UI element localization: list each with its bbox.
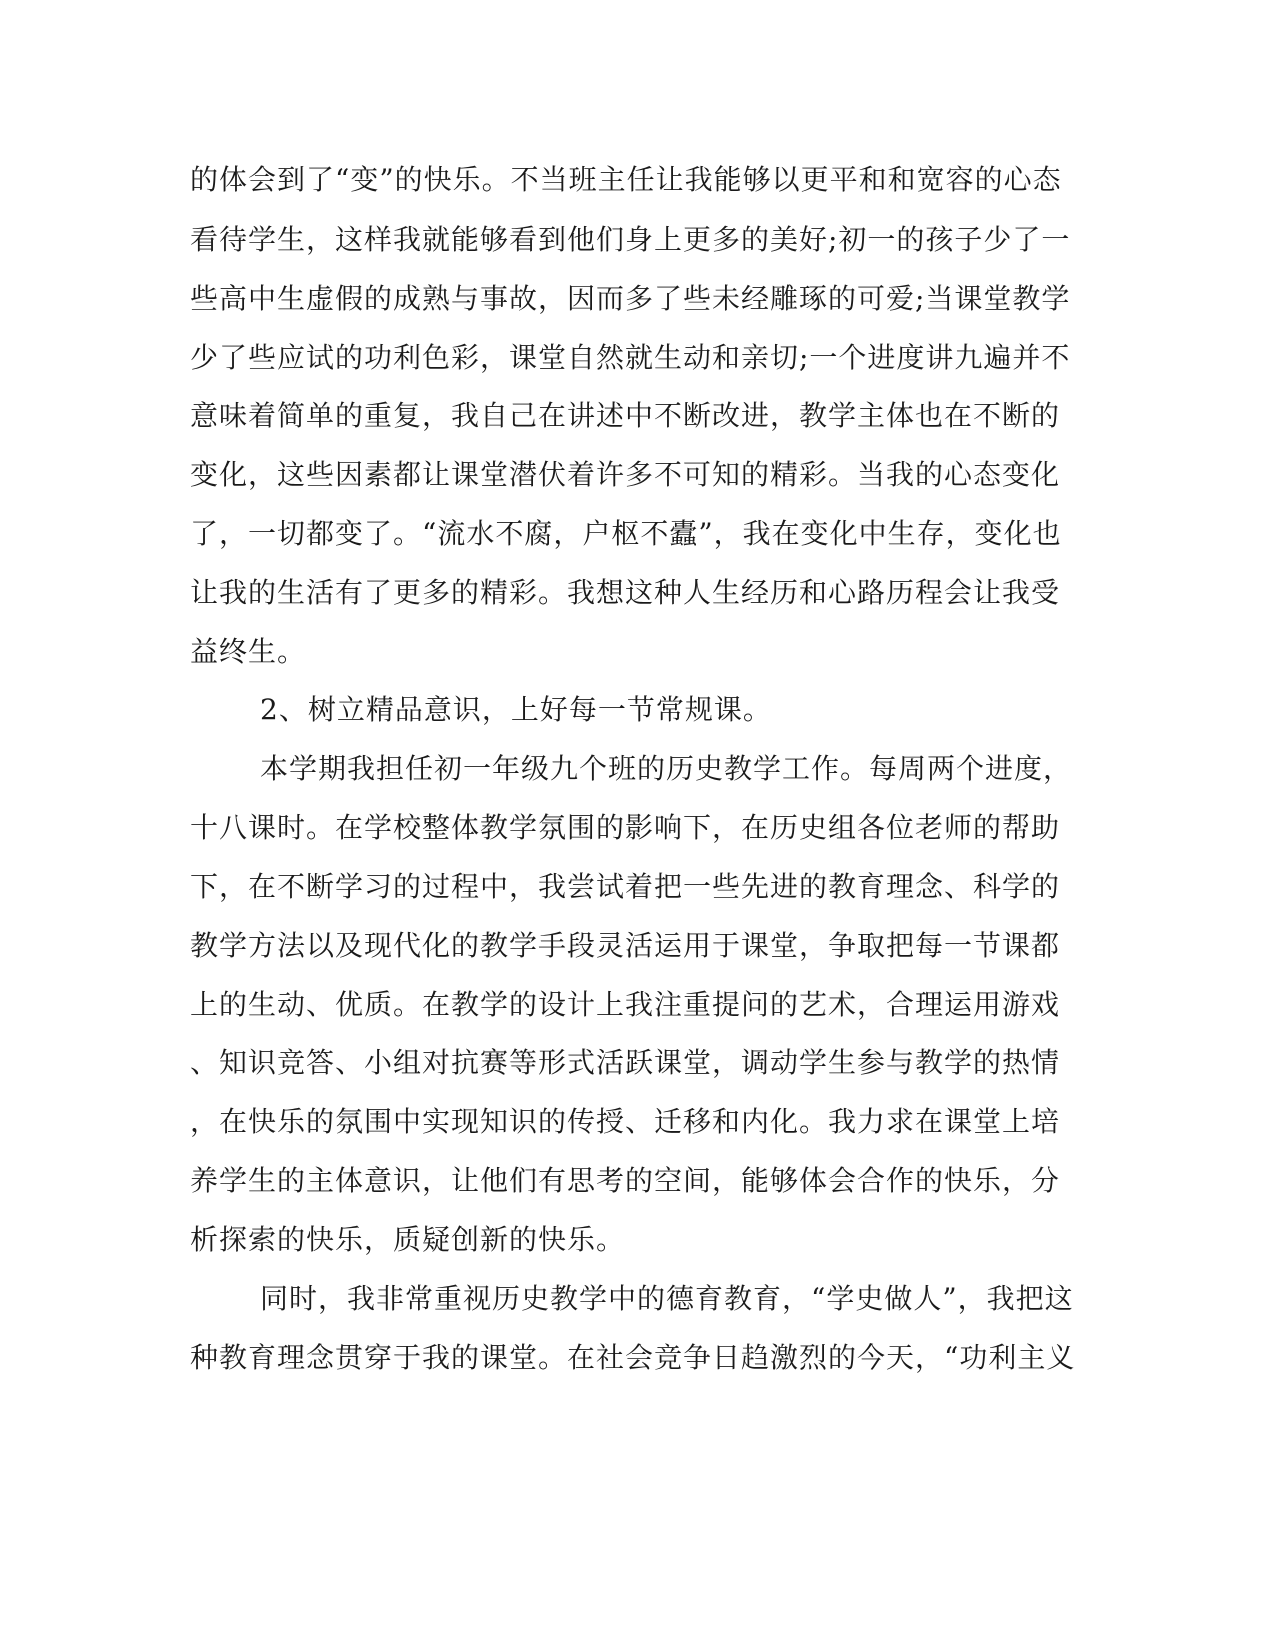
text-line: 上的生动、优质。在教学的设计上我注重提问的艺术，合理运用游戏	[190, 988, 1061, 1021]
text-line: 教学方法以及现代化的教学手段灵活运用于课堂，争取把每一节课都	[190, 929, 1061, 962]
text-line: 十八课时。在学校整体教学氛围的影响下，在历史组各位老师的帮助	[190, 811, 1061, 844]
text-line: 少了些应试的功利色彩，课堂自然就生动和亲切;一个进度讲九遍并不	[190, 341, 1071, 374]
section-heading: 2、树立精品意识，上好每一节常规课。	[260, 693, 772, 726]
text-line: 了，一切都变了。“流水不腐，户枢不蠹”，我在变化中生存，变化也	[190, 517, 1062, 550]
text-line: 养学生的主体意识，让他们有思考的空间，能够体会合作的快乐，分	[190, 1164, 1061, 1197]
text-line: ，在快乐的氛围中实现知识的传授、迁移和内化。我力求在课堂上培	[190, 1105, 1061, 1138]
text-line: 益终生。	[190, 635, 307, 668]
text-line: 本学期我担任初一年级九个班的历史教学工作。每周两个进度，	[260, 752, 1073, 785]
text-line: 同时，我非常重视历史教学中的德育教育，“学史做人”，我把这	[260, 1282, 1074, 1315]
text-line: 、知识竞答、小组对抗赛等形式活跃课堂，调动学生参与教学的热情	[190, 1046, 1061, 1079]
text-line: 析探索的快乐，质疑创新的快乐。	[190, 1223, 626, 1256]
text-line: 种教育理念贯穿于我的课堂。在社会竞争日趋激烈的今天，“功利主义	[190, 1341, 1076, 1374]
text-line: 些高中生虚假的成熟与事故，因而多了些未经雕琢的可爱;当课堂教学	[190, 282, 1071, 315]
text-line: 看待学生，这样我就能够看到他们身上更多的美好;初一的孩子少了一	[190, 223, 1071, 256]
text-line: 下，在不断学习的过程中，我尝试着把一些先进的教育理念、科学的	[190, 870, 1061, 903]
text-line: 变化，这些因素都让课堂潜伏着许多不可知的精彩。当我的心态变化	[190, 458, 1061, 491]
text-line: 让我的生活有了更多的精彩。我想这种人生经历和心路历程会让我受	[190, 576, 1061, 609]
text-line: 意味着简单的重复，我自己在讲述中不断改进，教学主体也在不断的	[190, 399, 1061, 432]
text-line: 的体会到了“变”的快乐。不当班主任让我能够以更平和和宽容的心态	[190, 163, 1062, 196]
